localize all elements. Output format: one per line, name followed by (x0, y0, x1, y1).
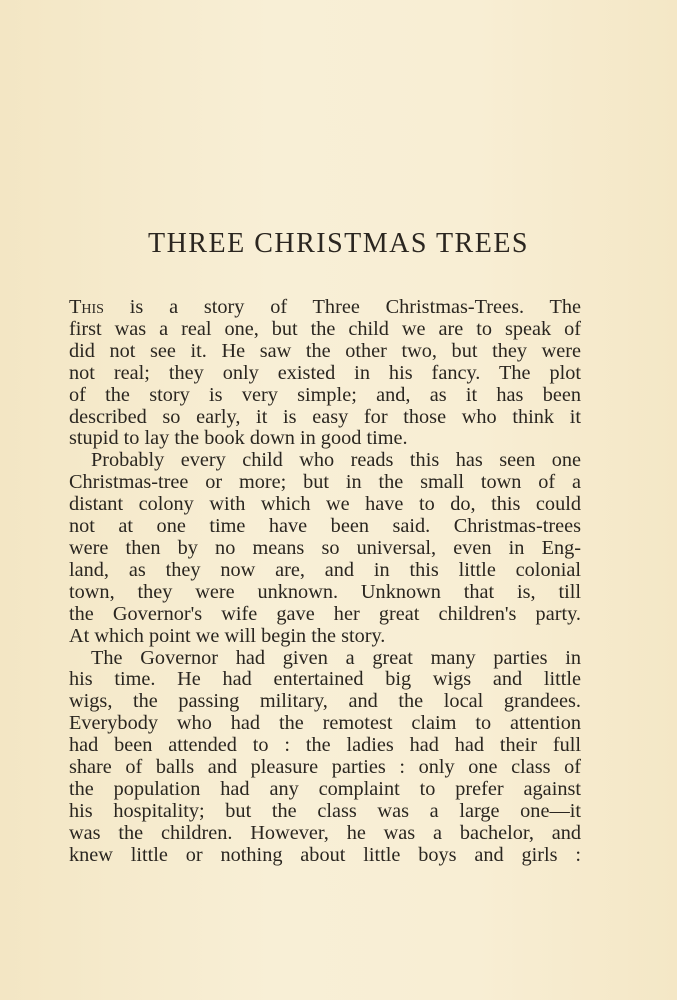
text-line: his time. He had entertained big wigs and little (69, 668, 581, 691)
text-line: share of balls and pleasure parties : only one class of (69, 756, 581, 779)
text-line: town, they were unknown. Unknown that is, till (69, 580, 581, 603)
text-line: not real; they only existed in his fancy. The plot (69, 361, 581, 384)
text-line: the population had any complaint to prefer against (69, 777, 581, 800)
text-line: first was a real one, but the child we are to speak of (69, 317, 581, 340)
text-line-rest: is a story of Three Christmas-Trees. The (129, 296, 581, 318)
text-line: of the story is very simple; and, as it has been (69, 383, 581, 406)
paragraph-1 (69, 297, 581, 450)
text-line: had been attended to : the ladies had had their full (69, 734, 581, 757)
text-line: the Governor's wife gave her great children's party. (69, 602, 581, 625)
text-line: Christmas-tree or more; but in the small town of a (69, 471, 581, 494)
text-line: did not see it. He saw the other two, but they were (69, 339, 581, 362)
chapter-body (69, 297, 581, 867)
text-line: The Governor had given a great many parties in (91, 646, 581, 669)
text-line: not at one time have been said. Christmas-trees (69, 515, 581, 538)
text-line: Probably every child who reads this has seen one (91, 449, 581, 472)
small-caps-word: This (69, 296, 104, 318)
text-line: wigs, the passing military, and the local grandees. (69, 690, 581, 713)
text-line: land, as they now are, and in this little colonial (69, 558, 581, 581)
text-line: were then by no means so universal, even in Eng- (69, 536, 581, 559)
paragraph-3 (69, 648, 581, 867)
chapter-title: THREE CHRISTMAS TREES (147, 228, 530, 259)
text-line: knew little or nothing about little boys and girls : (69, 843, 581, 866)
text-line: Everybody who had the remotest claim to attention (69, 712, 581, 735)
paragraph-2 (69, 450, 581, 647)
text-line: was the children. However, he was a bachelor, and (69, 821, 581, 844)
text-line: distant colony with which we have to do, this could (69, 493, 581, 516)
text-line: his hospitality; but the class was a large one—it (69, 799, 581, 822)
text-line: stupid to lay the book down in good time. (69, 427, 408, 450)
text-line: described so early, it is easy for those who think it (69, 405, 581, 428)
text-line (69, 297, 581, 319)
text-line: At which point we will begin the story. (69, 624, 386, 647)
